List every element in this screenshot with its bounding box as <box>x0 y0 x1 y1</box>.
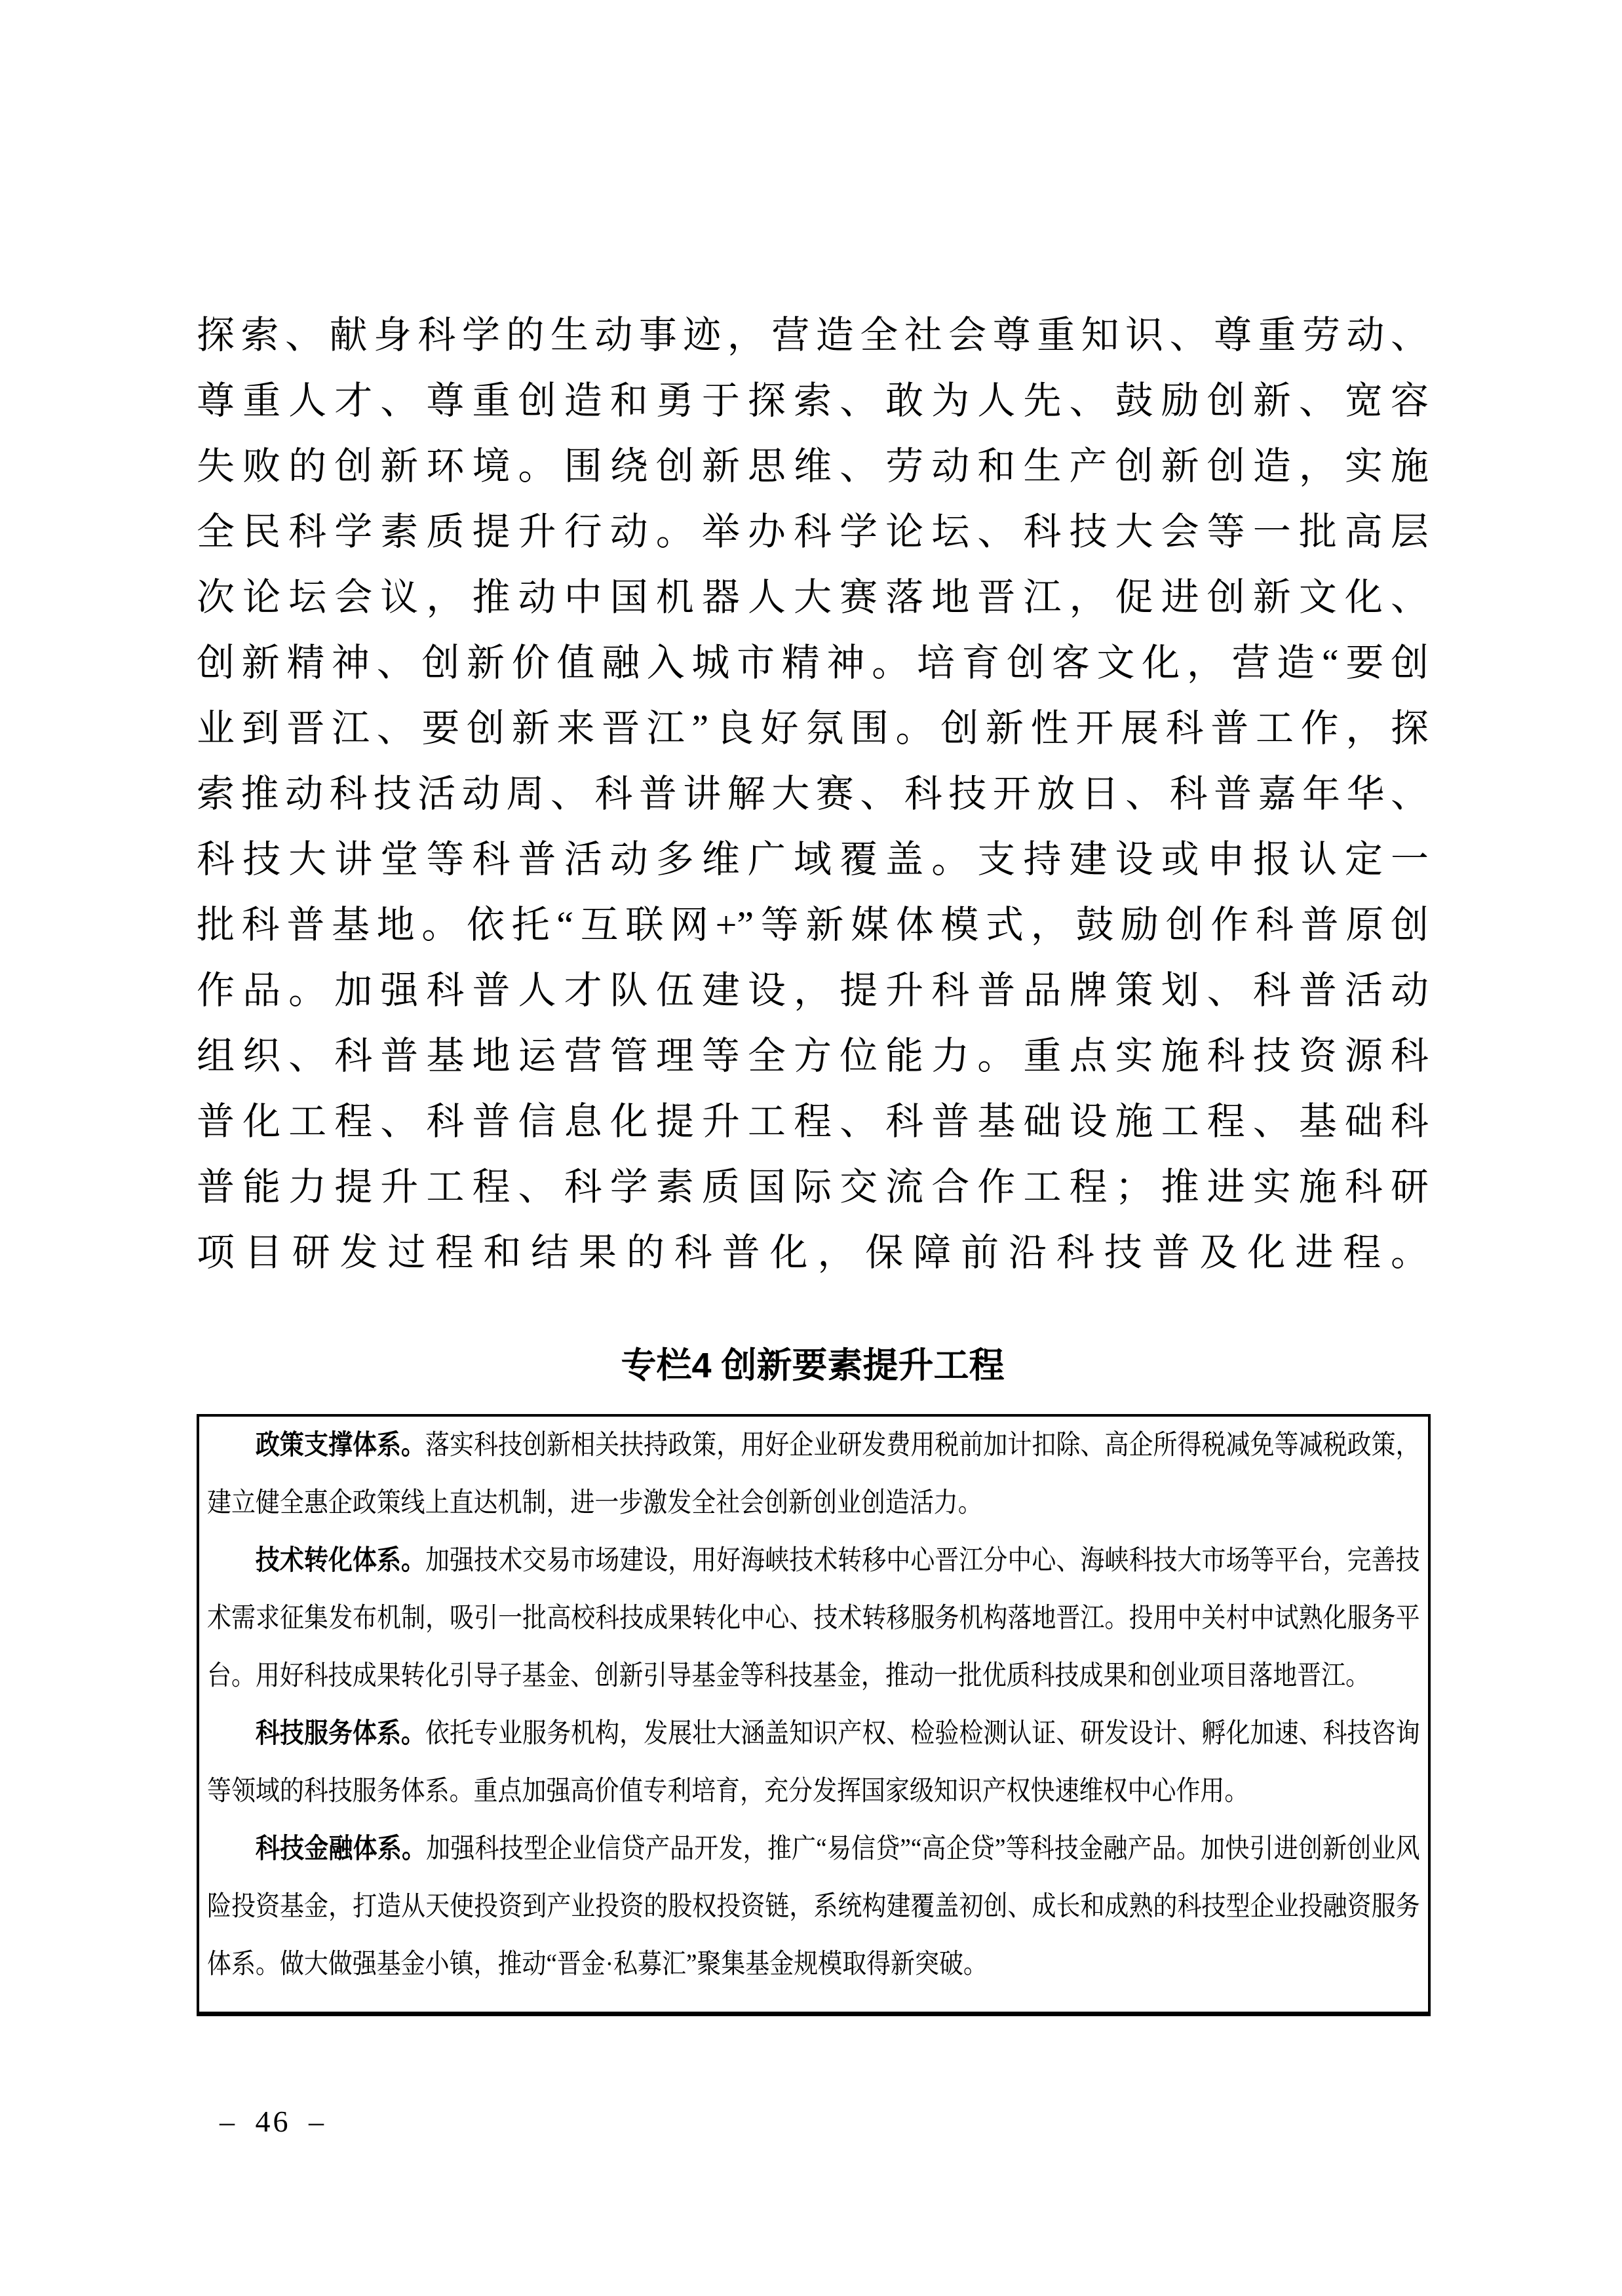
column-box-heading: 专栏4 创新要素提升工程 <box>621 1346 1005 1385</box>
page-content <box>197 303 1429 2016</box>
body-line: 失败的创新环境。围绕创新思维、劳动和生产创新创造，实施 <box>197 445 1429 488</box>
box-paragraph <box>207 1532 1420 1705</box>
body-line: 探索、献身科学的生动事迹，营造全社会尊重知识、尊重劳动、 <box>197 314 1429 356</box>
body-line: 全民科学素质提升行动。举办科学论坛、科技大会等一批高层 <box>197 510 1429 553</box>
column-box <box>197 1414 1431 2016</box>
body-line: 项目研发过程和结果的科普化，保障前沿科技普及化进程。 <box>197 1231 1429 1274</box>
box-paragraph-text: 落实科技创新相关扶持政策，用好企业研发费用税前加计扣除、高企所得税减免等减税政策，建立健全惠企政策线上直达机制，进一步激发全社会创新创业创造活力。 <box>207 1430 1420 1518</box>
body-line: 科技大讲堂等科普活动多维广域覆盖。支持建设或申报认定一 <box>197 838 1429 881</box>
body-line: 业到晋江、要创新来晋江”良好氛围。创新性开展科普工作，探 <box>197 707 1429 750</box>
box-paragraph-text: 依托专业服务机构，发展壮大涵盖知识产权、检验检测认证、研发设计、孵化加速、科技咨询等领域的科技服务体系。重点加强高价值专利培育，充分发挥国家级知识产权快速维权中心作用。 <box>207 1719 1420 1807</box>
box-paragraph-text: 加强科技型企业信贷产品开发，推广“易信贷”“高企贷”等科技金融产品。加快引进创新创业风险投资基金，打造从天使投资到产业投资的股权投资链，系统构建覆盖初创、成长和成熟的科技型企业投融资服务体系。做大做强基金小镇，推动“晋金·私募汇”聚集基金规模取得新突破。 <box>207 1834 1420 1980</box>
body-line: 普化工程、科普信息化提升工程、科普基础设施工程、基础科 <box>197 1100 1429 1143</box>
body-line: 普能力提升工程、科学素质国际交流合作工程；推进实施科研 <box>197 1166 1429 1208</box>
body-text <box>197 303 1429 1286</box>
box-paragraph-lead: 科技金融体系。 <box>255 1834 427 1864</box>
body-line: 组织、科普基地运营管理等全方位能力。重点实施科技资源科 <box>197 1035 1429 1077</box>
box-paragraph <box>207 1705 1420 1820</box>
box-paragraph <box>207 1417 1420 1532</box>
body-line: 次论坛会议，推动中国机器人大赛落地晋江，促进创新文化、 <box>197 576 1429 619</box>
box-paragraph <box>207 1820 1420 1993</box>
body-line: 尊重人才、尊重创造和勇于探索、敢为人先、鼓励创新、宽容 <box>197 379 1429 422</box>
page-number: – 46 – <box>220 2105 326 2138</box>
box-paragraph-lead: 技术转化体系。 <box>255 1546 426 1576</box>
box-paragraph-lead: 科技服务体系。 <box>255 1719 426 1749</box>
box-paragraph-text: 加强技术交易市场建设，用好海峡技术转移中心晋江分中心、海峡科技大市场等平台，完善技术需求征集发布机制，吸引一批高校科技成果转化中心、技术转移服务机构落地晋江。投用中关村中试熟化服务平台。用好科技成果转化引导子基金、创新引导基金等科技基金，推动一批优质科技成果和创业项目落地晋江。 <box>207 1546 1420 1691</box>
body-line: 作品。加强科普人才队伍建设，提升科普品牌策划、科普活动 <box>197 969 1429 1012</box>
box-paragraph-lead: 政策支撑体系。 <box>255 1430 426 1461</box>
body-line: 创新精神、创新价值融入城市精神。培育创客文化，营造“要创 <box>197 641 1429 684</box>
body-line: 批科普基地。依托“互联网+”等新媒体模式，鼓励创作科普原创 <box>197 904 1429 946</box>
body-line: 索推动科技活动周、科普讲解大赛、科技开放日、科普嘉年华、 <box>197 773 1429 815</box>
